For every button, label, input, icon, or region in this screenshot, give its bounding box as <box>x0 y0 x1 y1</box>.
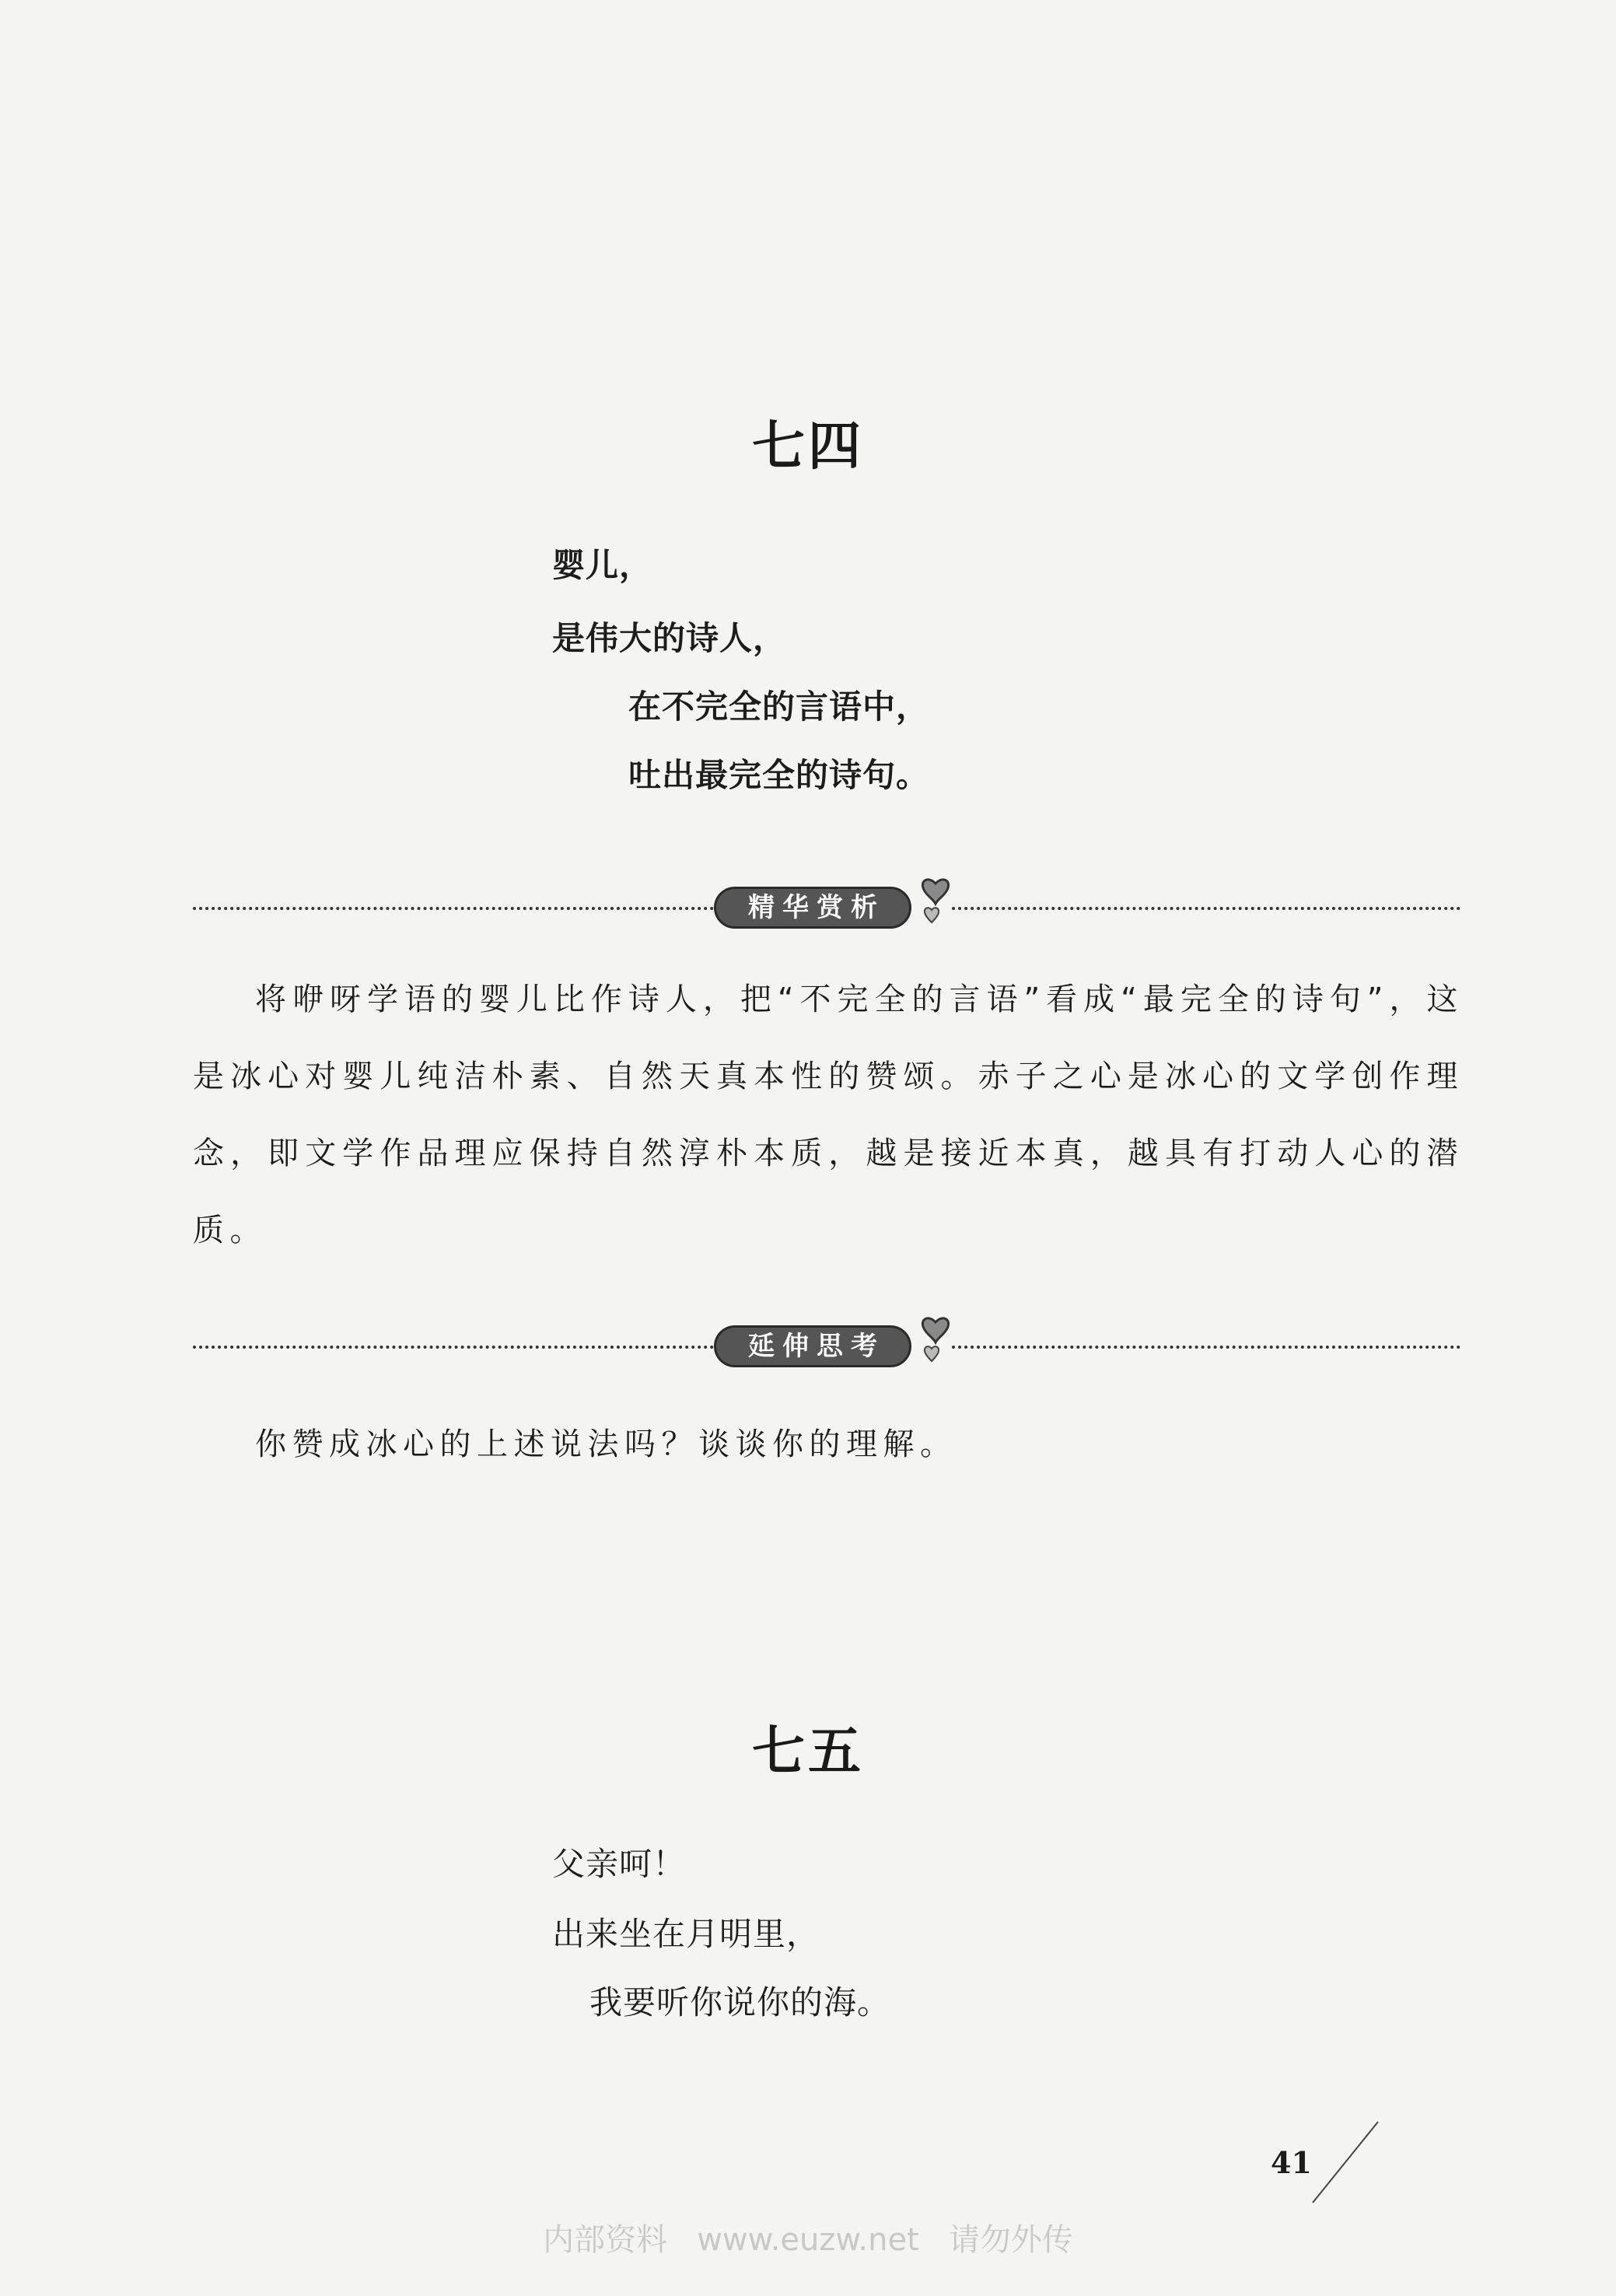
watermark: 内部资料 www.euzw.net 请勿外传 <box>543 2222 1073 2258</box>
page-number: 41 <box>1271 2145 1312 2180</box>
poem-74-line-3: 在不完全的言语中， <box>628 688 930 726</box>
page-corner-slash-icon <box>1306 2116 1384 2209</box>
poem-74-line-1: 婴儿， <box>552 546 653 584</box>
poem-75-line-2: 出来坐在月明里， <box>552 1915 820 1953</box>
divider-left-appreciation <box>193 907 714 910</box>
reflection-paragraph: 你赞成冰心的上述说法吗？谈谈你的理解。 <box>255 1426 957 1462</box>
poem-75-line-3: 我要听你说你的海。 <box>589 1983 891 2021</box>
appreciation-text <box>193 961 1464 1269</box>
appreciation-paragraph: 将咿呀学语的婴儿比作诗人，把“不完全的言语”看成“最完全的诗句”，这是冰心对婴儿纯洁朴素、自然天真本性的赞颂。赤子之心是冰心的文学创作理念，即文学作品理应保持自然淳朴本质，越是接近本真，越具有打动人心的潜质。 <box>193 982 1464 1248</box>
section-title-75: 七五 <box>751 1721 864 1783</box>
divider-right-appreciation <box>952 907 1460 910</box>
reflection-tag: 延伸思考 <box>714 1325 911 1367</box>
heart-decoration-icon <box>918 860 953 930</box>
appreciation-tag: 精华赏析 <box>714 887 911 929</box>
divider-left-reflection <box>193 1346 714 1349</box>
section-title-74: 七四 <box>751 416 864 478</box>
reflection-text <box>193 1406 1464 1483</box>
divider-right-reflection <box>952 1346 1460 1349</box>
poem-74-line-2: 是伟大的诗人， <box>552 619 787 657</box>
poem-74-line-4: 吐出最完全的诗句。 <box>628 756 930 794</box>
heart-decoration-icon <box>918 1299 953 1369</box>
poem-75-line-1: 父亲呵！ <box>552 1845 687 1883</box>
